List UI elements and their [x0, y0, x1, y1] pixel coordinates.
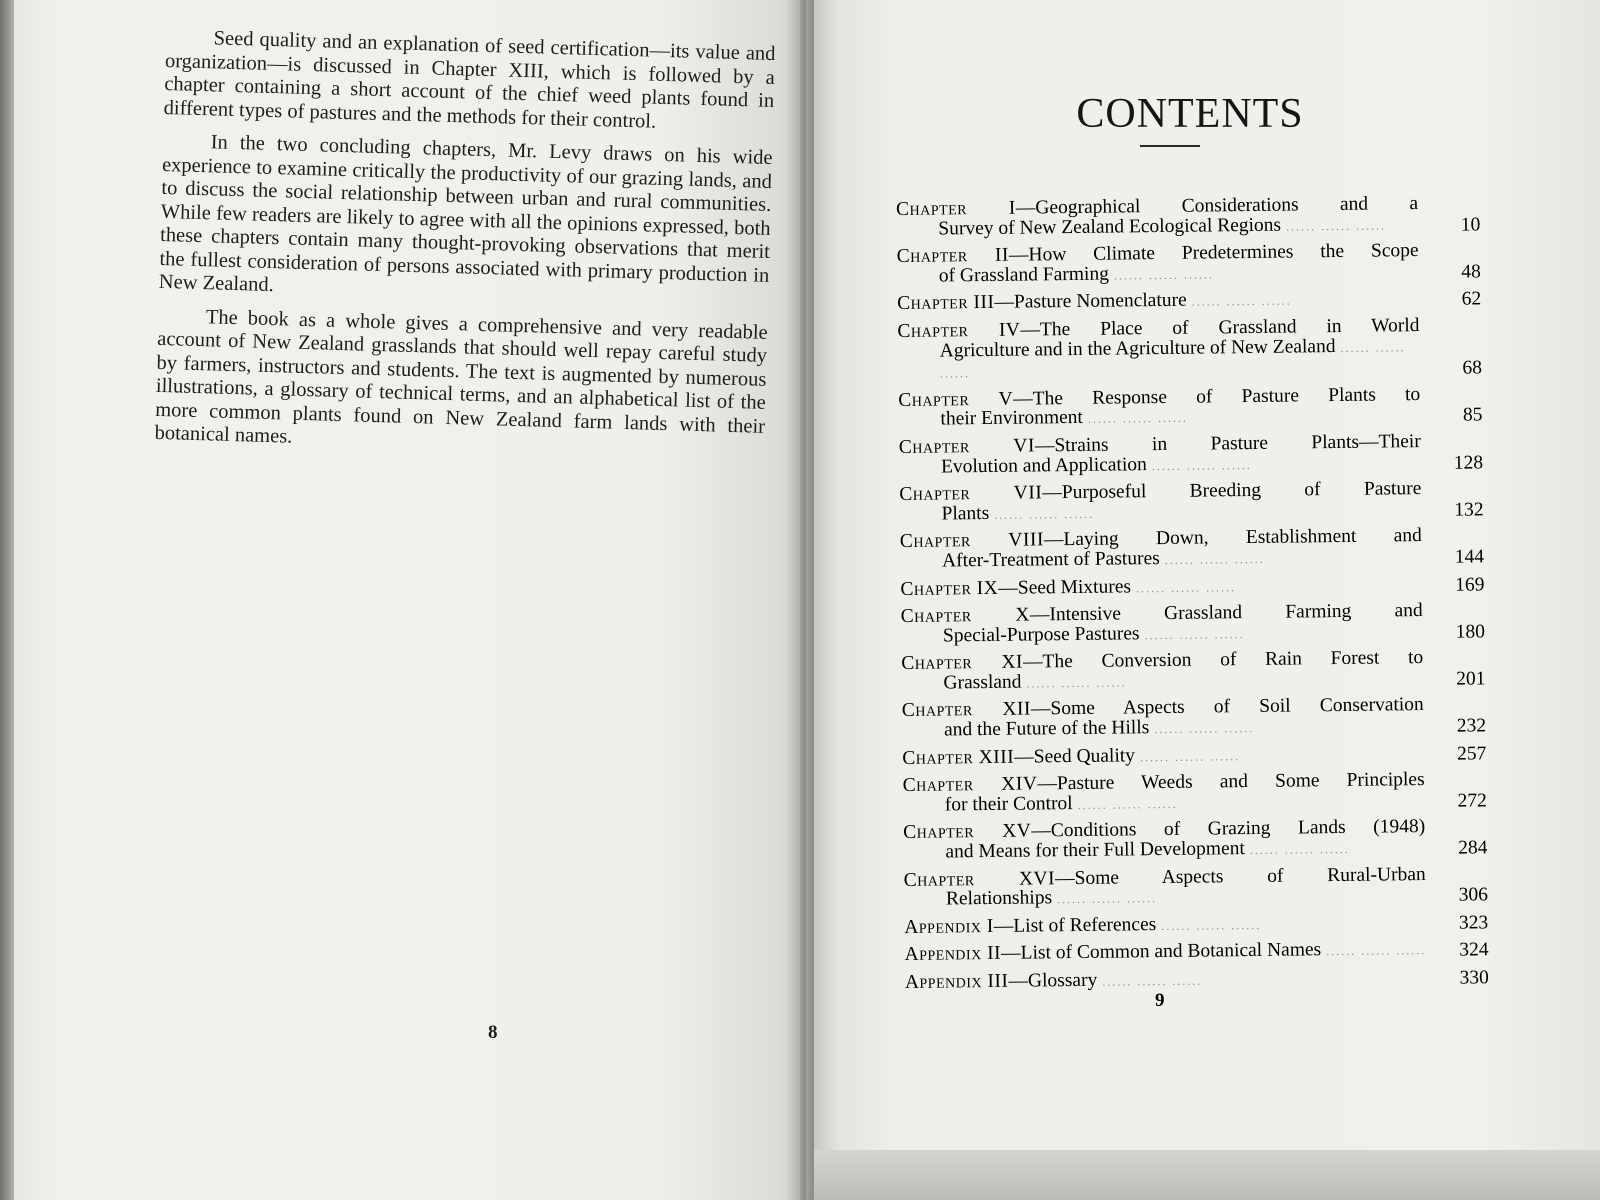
toc-entry-title: —Pasture Nomenclature: [994, 290, 1187, 314]
toc-entry-continuation-text: Grassland: [943, 671, 1022, 694]
toc-entry-label: Appendix II: [904, 943, 1002, 966]
left-page: [14, 0, 814, 1200]
toc-entry: [900, 573, 1484, 601]
toc-entry-label: Chapter VIII: [899, 529, 1045, 553]
toc-entry-continuation: [897, 261, 1419, 289]
toc-entry: [905, 966, 1489, 994]
toc-entry-title-line: [900, 575, 1236, 600]
toc-entry-continuation-text: and Means for their Full Development: [945, 838, 1245, 863]
toc-entry-continuation-text: their Environment: [940, 407, 1084, 430]
toc-entry-text: [904, 865, 1440, 912]
toc-entry-title: —Some Aspects of Rural-Urban: [1054, 863, 1426, 889]
toc-entry-text: [900, 573, 1436, 601]
toc-entry: [897, 315, 1482, 384]
spine-shadow: [786, 0, 806, 1200]
toc-entry-label: Chapter V: [898, 388, 1014, 411]
toc-entry: [902, 695, 1486, 743]
leader-dots: ...... ...... ......: [1082, 411, 1189, 427]
toc-entry-continuation: [898, 336, 1420, 385]
left-page-text: [154, 26, 776, 472]
toc-entry-continuation-text: Plants: [941, 502, 990, 525]
toc-entry: [901, 600, 1485, 648]
toc-entry-text: [905, 967, 1441, 995]
toc-entry-page: 132: [1454, 499, 1484, 521]
toc-entry-text: [899, 432, 1435, 479]
leader-dots: ...... ...... ......: [1159, 551, 1265, 567]
paragraph-concluding-chapters: In the two concluding chapters, Mr. Levy draws on his wide experience to examine critically the productivity of our grazing lands, and to discuss the social relationship between urban and rural communities. While few readers are likely to agree with all the opinions expressed, both these chapters contain many thought-provoking observations that merit the fullest consideration of persons associated with primary production in New Zealand.: [158, 131, 773, 297]
toc-entry-title: —The Conversion of Rain Forest to: [1022, 647, 1424, 673]
toc-entry-continuation-text: After-Treatment of Pastures: [941, 547, 1160, 572]
toc-entry-text: [897, 241, 1433, 288]
toc-entry-label: Chapter XIV: [902, 773, 1038, 797]
toc-entry-page: 272: [1457, 790, 1487, 812]
toc-entry: [897, 241, 1481, 289]
leader-dots: ...... ...... ......: [939, 339, 1406, 381]
contents-heading: CONTENTS: [1076, 91, 1304, 137]
toc-entry-continuation-text: for their Control: [944, 792, 1073, 816]
leader-dots: ...... ...... ......: [1072, 796, 1178, 812]
toc-entry-title: —Conditions of Grazing Lands (1948): [1031, 816, 1426, 842]
toc-entry-continuation: [899, 452, 1421, 480]
toc-entry-label: Chapter XIII: [902, 746, 1015, 769]
toc-entry-text: [904, 912, 1440, 940]
toc-entry-page: 232: [1456, 715, 1487, 737]
toc-entry-page: 128: [1453, 451, 1484, 474]
toc-entry-title-line: [897, 289, 1292, 314]
toc-entry: [904, 939, 1488, 967]
leader-dots: ...... ...... ......: [1139, 626, 1245, 642]
toc-entry-label: Appendix I: [904, 915, 994, 938]
toc-entry-page: 85: [1462, 404, 1483, 426]
toc-entry-text: [897, 316, 1434, 385]
toc-entry-title: —Strains in Pasture Plants—Their: [1034, 431, 1421, 457]
toc-entry-title-line: [904, 938, 1426, 965]
toc-entry-continuation: [901, 621, 1423, 649]
toc-entry: [899, 478, 1483, 526]
page-number-right: 9: [1155, 990, 1165, 1011]
paragraph-seed-quality: Seed quality and an explanation of seed certification—its value and organization—is discussed in Chapter XIII, which is followed by a chapter containing a short account of the chief weed plants found in different types of pastures and the methods for their control.: [163, 27, 776, 133]
toc-entry-continuation: [898, 404, 1420, 432]
toc-entry-continuation-text: of Grassland Farming: [938, 263, 1110, 287]
leader-dots: ...... ...... ......: [1321, 943, 1427, 959]
toc-entry-title: —Intensive Grassland Farming and: [1029, 600, 1423, 626]
leader-dots: ...... ...... ......: [1108, 267, 1215, 283]
toc-entry: [897, 288, 1481, 316]
toc-entry-label: Chapter IV: [897, 319, 1021, 342]
toc-entry-title: —Pasture Weeds and Some Principles: [1037, 769, 1425, 795]
toc-entry-page: 324: [1459, 939, 1489, 962]
toc-entry-continuation-text: Relationships: [945, 887, 1053, 910]
toc-entry-page: 48: [1461, 261, 1481, 283]
toc-entry-text: [902, 695, 1438, 742]
toc-entry: [896, 193, 1480, 241]
toc-entry-page: 306: [1458, 884, 1489, 906]
table-of-contents: [896, 193, 1489, 1000]
toc-entry-text: [897, 288, 1433, 316]
toc-entry-title: —Glossary: [1008, 969, 1098, 992]
leader-dots: ...... ...... ......: [1097, 973, 1203, 989]
toc-entry-title: —Some Aspects of Soil Conservation: [1030, 694, 1424, 720]
toc-entry-continuation: [903, 790, 1425, 818]
toc-entry: [903, 817, 1487, 865]
leader-dots: ...... ...... ......: [1146, 457, 1252, 473]
leader-dots: ...... ...... ......: [989, 506, 1095, 522]
leader-dots: ...... ...... ......: [1186, 293, 1292, 310]
toc-entry-continuation: [904, 884, 1426, 912]
toc-entry-title: —The Place of Grassland in World: [1020, 315, 1420, 341]
toc-entry: [903, 770, 1487, 818]
toc-entry-page: 68: [1462, 357, 1483, 379]
toc-entry: [899, 431, 1483, 479]
toc-entry-title: —Purposeful Breeding of Pasture: [1042, 478, 1422, 504]
toc-entry-page: 257: [1456, 742, 1487, 765]
toc-entry-text: [904, 939, 1440, 967]
toc-entry-label: Chapter III: [897, 292, 995, 315]
toc-entry-page: 323: [1458, 912, 1489, 934]
leader-dots: ...... ...... ......: [1021, 675, 1127, 691]
toc-entry: [904, 864, 1488, 912]
toc-entry-page: 330: [1459, 967, 1489, 989]
leader-dots: ...... ...... ......: [1134, 748, 1241, 764]
toc-entry-continuation-text: Special-Purpose Pastures: [942, 622, 1140, 647]
page-number-left: 8: [488, 1022, 498, 1043]
toc-entry-title-line: [904, 913, 1261, 938]
toc-entry-page: 10: [1460, 213, 1481, 236]
toc-entry-continuation: [896, 214, 1418, 242]
toc-entry-text: [901, 601, 1437, 648]
toc-entry-label: Chapter VI: [898, 435, 1036, 458]
toc-entry-page: 169: [1455, 573, 1485, 596]
book-bottom-edge: [814, 1150, 1600, 1200]
toc-entry-title: —Geographical Considerations and a: [1015, 193, 1419, 219]
toc-entry-text: [898, 385, 1434, 432]
toc-entry-page: 62: [1461, 288, 1482, 310]
toc-entry-page: 201: [1456, 668, 1486, 690]
toc-entry-text: [899, 479, 1435, 526]
toc-entry-title: —Laying Down, Establishment and: [1043, 525, 1422, 551]
toc-entry-continuation-text: and the Future of the Hills: [943, 717, 1150, 741]
toc-entry-title: —List of References: [993, 913, 1157, 937]
leader-dots: ...... ...... ......: [1130, 579, 1237, 595]
toc-entry-page: 180: [1455, 621, 1486, 643]
toc-entry-text: [903, 817, 1439, 864]
toc-entry: [904, 911, 1488, 939]
toc-entry: [901, 648, 1485, 696]
toc-entry-title: —How Climate Predetermines the Scope: [1008, 240, 1419, 266]
toc-entry-text: [900, 526, 1436, 573]
toc-entry-continuation: [899, 499, 1421, 527]
toc-entry-continuation-text: Agriculture and in the Agriculture of New Zealand: [939, 335, 1336, 362]
toc-entry-label: Chapter XV: [903, 820, 1032, 844]
heading-rule: [1140, 145, 1200, 147]
toc-entry-title: —List of Common and Botanical Names: [1001, 939, 1322, 965]
toc-entry: [902, 742, 1486, 770]
toc-entry-label: Chapter XI: [901, 651, 1024, 675]
toc-entry-text: [901, 648, 1437, 695]
toc-entry-page: 144: [1454, 546, 1485, 568]
toc-entry-continuation-text: Evolution and Application: [940, 453, 1147, 478]
toc-entry-page: 284: [1458, 837, 1488, 859]
toc-entry-label: Appendix III: [904, 970, 1009, 993]
toc-entry-text: [902, 743, 1438, 771]
toc-entry-label: Chapter VII: [899, 482, 1043, 506]
toc-entry: [900, 526, 1484, 574]
toc-entry-continuation: [903, 837, 1425, 865]
toc-entry-continuation: [900, 546, 1422, 574]
toc-entry-label: Chapter I: [895, 197, 1016, 220]
toc-entry-text: [903, 770, 1439, 817]
leader-dots: ...... ...... ......: [1052, 891, 1158, 907]
leader-dots: ...... ...... ......: [1149, 721, 1255, 737]
toc-entry-title: —Seed Quality: [1014, 744, 1136, 768]
toc-entry-label: Chapter II: [896, 244, 1010, 268]
toc-entry: [898, 384, 1482, 432]
toc-entry-title: —The Response of Pasture Plants to: [1013, 383, 1421, 410]
leader-dots: ...... ...... ......: [1281, 218, 1387, 234]
toc-entry-label: Chapter XII: [901, 698, 1032, 722]
paragraph-book-summary: The book as a whole gives a comprehensive and very readable account of New Zealand grasslands that should well repay careful study by farmers, instructors and students. The text is augmented by numerous illustrations, a glossary of technical terms, and an alphabetical list of the more common plants found on New Zealand farm lands with their botanical names.: [154, 305, 768, 448]
toc-entry-label: Chapter IX: [900, 577, 999, 600]
leader-dots: ...... ...... ......: [1244, 841, 1350, 858]
toc-entry-title-line: [902, 744, 1240, 769]
toc-entry-title: —Seed Mixtures: [998, 575, 1132, 599]
toc-entry-label: Chapter XVI: [903, 867, 1056, 891]
leader-dots: ...... ...... ......: [1156, 917, 1262, 933]
toc-entry-continuation: [902, 715, 1424, 743]
toc-entry-text: [896, 194, 1432, 241]
toc-entry-continuation: [901, 668, 1423, 696]
toc-entry-continuation-text: Survey of New Zealand Ecological Regions: [938, 214, 1282, 240]
toc-entry-label: Chapter X: [900, 604, 1031, 628]
